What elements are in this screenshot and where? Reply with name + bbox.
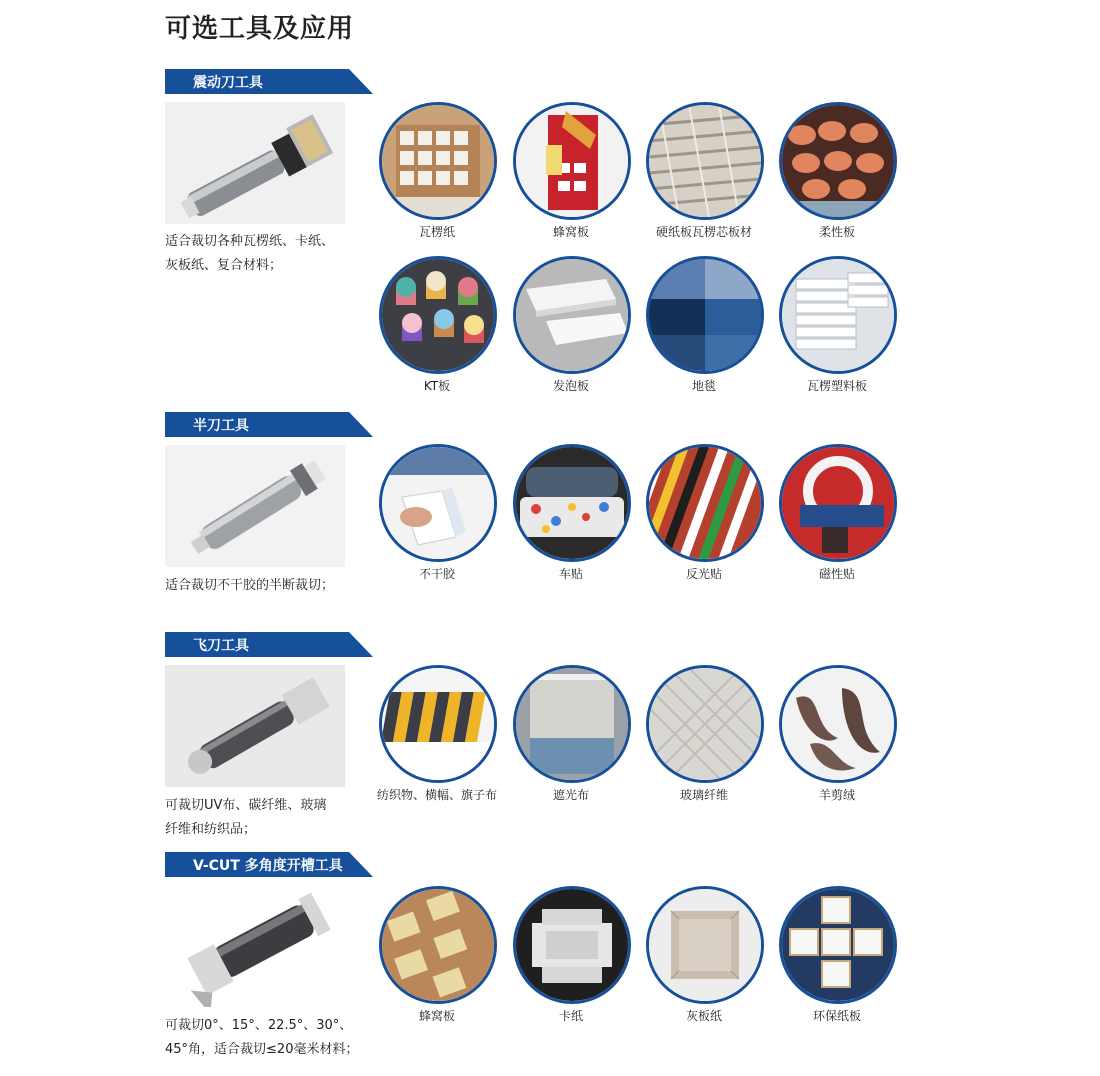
tool-description	[165, 1014, 358, 1062]
section-title: 震动刀工具	[193, 75, 263, 91]
app-label: 卡纸	[558, 1009, 583, 1023]
app-image-corrugated-plastic	[779, 256, 897, 374]
app-image-greyboard	[646, 886, 764, 1004]
app-label: 不干胶	[418, 567, 455, 581]
section-banner-half-knife	[165, 412, 373, 437]
section-banner-v-cut	[165, 852, 373, 877]
app-image-foam-board	[513, 256, 631, 374]
description-line: 45°角，适合裁切≤20毫米材料；	[165, 1042, 359, 1057]
app-image-fiberglass	[646, 665, 764, 783]
app-label: 硬纸板瓦楞芯板材	[655, 225, 752, 239]
app-label: 纺织物、横幅、旗子布	[376, 788, 497, 802]
app-image-blackout	[513, 665, 631, 783]
app-label: KT板	[423, 379, 451, 393]
rotary-knife-tool-image	[165, 665, 345, 787]
app-label: 蜂窝板	[418, 1009, 455, 1023]
description-line: 可裁切0°、15°、22.5°、30°、	[165, 1018, 353, 1033]
app-label: 遮光布	[552, 788, 589, 802]
app-image-cardboard-core	[646, 102, 764, 220]
app-label: 瓦楞纸	[418, 225, 455, 239]
oscillating-knife-tool-image	[165, 102, 345, 224]
section-banner-vibration-knife	[165, 69, 373, 94]
section-title: V-CUT 多角度开槽工具	[193, 858, 343, 874]
app-label: 蜂窝板	[552, 225, 589, 239]
section-banner-flying-knife	[165, 632, 373, 657]
section-title: 飞刀工具	[193, 638, 249, 654]
description-line: 适合裁切不干胶的半断裁切；	[165, 578, 335, 593]
description-line: 适合裁切各种瓦楞纸、卡纸、	[165, 234, 335, 249]
app-image-sticker	[379, 444, 497, 562]
app-label: 反光贴	[685, 567, 722, 581]
app-image-magnetic	[779, 444, 897, 562]
app-image-card-box	[513, 886, 631, 1004]
tool-description	[165, 574, 334, 598]
v-cut-tool-image	[165, 885, 345, 1007]
description-line: 纤维和纺织品；	[165, 822, 257, 837]
app-label: 羊剪绒	[818, 788, 855, 802]
app-label: 灰板纸	[685, 1009, 722, 1023]
app-image-carpet	[646, 256, 764, 374]
page-title: 可选工具及应用	[165, 14, 355, 44]
app-label: 发泡板	[552, 379, 589, 393]
app-image-honeycomb	[513, 102, 631, 220]
app-label: 地毯	[691, 379, 716, 393]
app-image-kt-board	[379, 256, 497, 374]
app-label: 柔性板	[818, 225, 855, 239]
app-image-honeycomb-panels	[379, 886, 497, 1004]
app-image-corrugated	[379, 102, 497, 220]
app-image-car-wrap	[513, 444, 631, 562]
app-image-reflective	[646, 444, 764, 562]
app-image-flexible-board	[779, 102, 897, 220]
app-label: 环保纸板	[812, 1009, 861, 1023]
app-label: 玻璃纤维	[679, 788, 728, 802]
kiss-cut-tool-image	[165, 445, 345, 567]
tool-description	[165, 794, 326, 842]
section-title: 半刀工具	[193, 418, 249, 434]
app-label: 瓦楞塑料板	[806, 379, 867, 393]
app-image-awning	[379, 665, 497, 783]
description-line: 灰板纸、复合材料；	[165, 258, 283, 273]
app-image-shearling	[779, 665, 897, 783]
app-image-eco-board	[779, 886, 897, 1004]
app-label: 磁性贴	[818, 567, 855, 581]
tool-description	[165, 230, 334, 278]
app-label: 车贴	[558, 567, 583, 581]
description-line: 可裁切UV布、碳纤维、玻璃	[165, 798, 327, 813]
